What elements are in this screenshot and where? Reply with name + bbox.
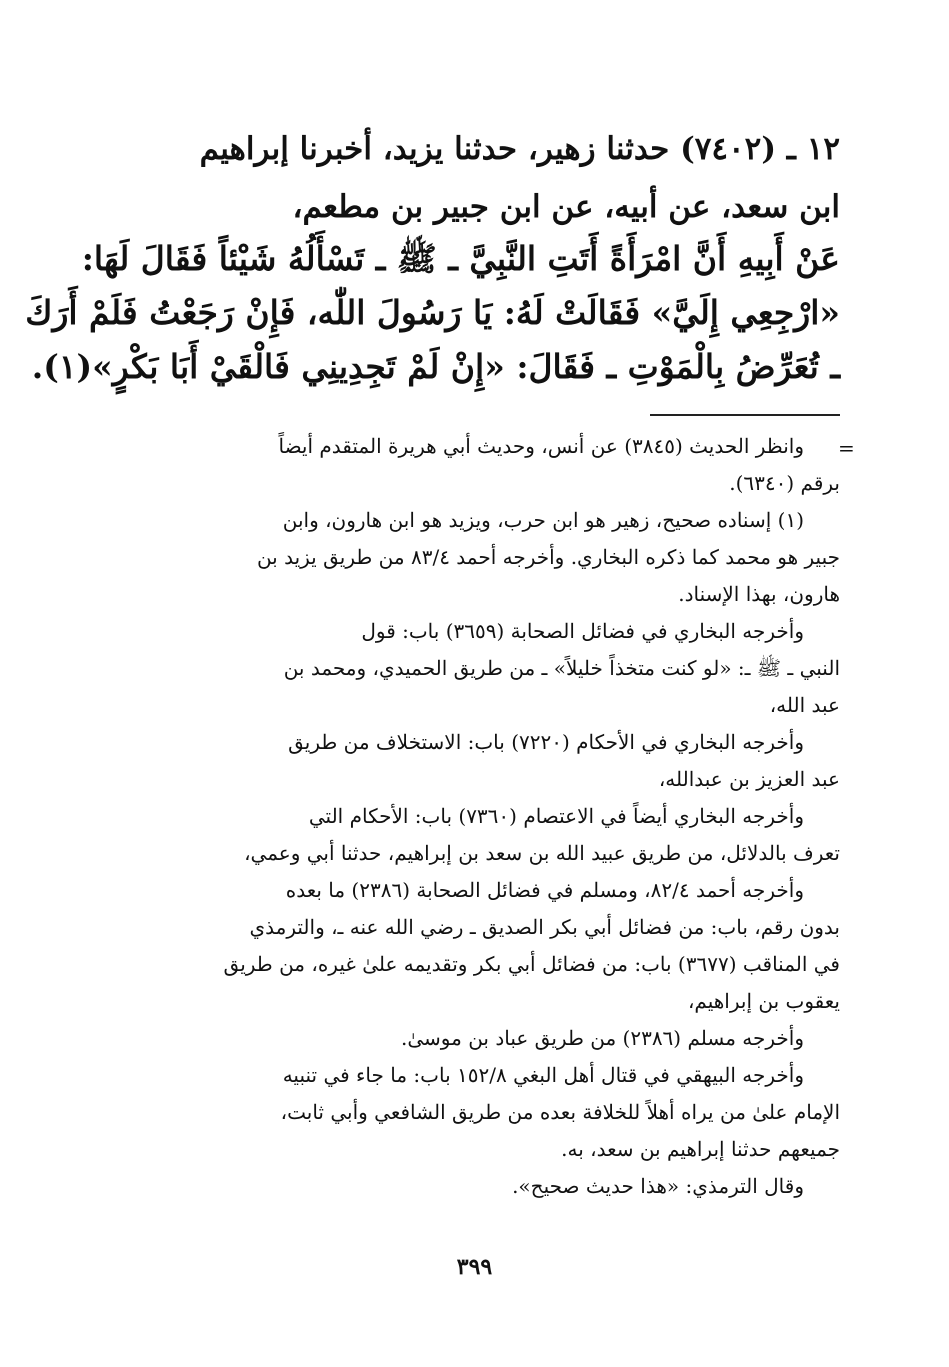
footnote-line: النبي ـ ﷺ ـ: «لو كنت متخذاً خليلاً» ـ من طريق الحميدي، ومحمد بن — [283, 656, 840, 680]
continuation-mark: = — [838, 436, 855, 460]
footnote-line: جبير هو محمد كما ذكره البخاري. وأخرجه أحمد ٨٣/٤ من طريق يزيد بن — [256, 545, 840, 569]
footnote-line: جميعهم حدثنا إبراهيم بن سعد، به. — [561, 1137, 840, 1161]
footnote-paragraph — [140, 1057, 840, 1168]
footnote-line: وأخرجه البخاري في الأحكام (٧٢٢٠) باب: الاستخلاف من طريق — [288, 730, 804, 754]
footnote-line: وقال الترمذي: «هذا حديث صحيح». — [512, 1174, 804, 1198]
footnote-paragraph — [140, 502, 840, 613]
footnote-line: بدون رقم، باب: من فضائل أبي بكر الصديق ـ رضي الله عنه ـ، والترمذي — [249, 915, 840, 939]
footnote-line: وانظر الحديث (٣٨٤٥) عن أنس، وحديث أبي هريرة المتقدم أيضاً — [278, 434, 804, 458]
footnote-paragraph — [140, 613, 840, 724]
footnote-line: برقم (٦٣٤٠). — [729, 471, 840, 495]
footnote-paragraph — [140, 1020, 840, 1057]
footnote-paragraph — [140, 798, 840, 872]
footnote-line: عبد العزيز بن عبدالله، — [658, 767, 840, 791]
footnote-line: وأخرجه أحمد ٨٢/٤، ومسلم في فضائل الصحابة (٢٣٨٦) ما بعده — [285, 878, 804, 902]
matn-line: «ارْجِعِي إِلَيَّ» فَقَالَتْ لَهُ: يَا رَسُولَ اللّٰه، فَإِنْ رَجَعْتُ فَلَمْ أَرَكَ — [25, 293, 840, 332]
isnad-line: ابن سعد، عن أبيه، عن ابن جبير بن مطعم، — [292, 189, 840, 225]
footnote-paragraph — [140, 724, 840, 798]
footnote-paragraph — [140, 872, 840, 1020]
matn-line: عَنْ أَبِيهِ أَنَّ امْرَأَةً أَتَتِ النَّبِيَّ ـ ﷺ ـ تَسْأَلُهُ شَيْئاً فَقَالَ لَهَا: — [81, 239, 840, 278]
footnote-line: هارون، بهذا الإسناد. — [678, 582, 840, 606]
footnote-line: عبد الله، — [769, 693, 840, 717]
footnote-line: وأخرجه البخاري أيضاً في الاعتصام (٧٣٦٠) باب: الأحكام التي — [308, 804, 804, 828]
footnote-line: وأخرجه مسلم (٢٣٨٦) من طريق عباد بن موسىٰ. — [401, 1026, 804, 1050]
footnote-separator — [650, 414, 840, 416]
footnote-paragraph — [140, 1168, 840, 1205]
footnote-line: في المناقب (٣٦٧٧) باب: من فضائل أبي بكر وتقديمه علىٰ غيره، من طريق — [223, 952, 840, 976]
footnote-line: يعقوب بن إبراهيم، — [687, 989, 840, 1013]
footnote-paragraph — [140, 428, 840, 502]
footnotes — [140, 428, 840, 1205]
footnote-line: وأخرجه البيهقي في قتال أهل البغي ١٥٢/٨ باب: ما جاء في تنبيه — [282, 1063, 804, 1087]
footnote-line: الإمام علىٰ من يراه أهلاً للخلافة بعده من طريق الشافعي وأبي ثابت، — [280, 1100, 840, 1124]
matn-line: ـ تُعَرِّضُ بِالْمَوْتِ ـ فَقَالَ: «إِنْ لَمْ تَجِدِينِي فَالْقَيْ أَبَا بَكْرٍ»(١). — [31, 347, 840, 386]
hadith-isnad — [140, 120, 840, 236]
footnote-line: (١) إسناده صحيح، زهير هو ابن حرب، ويزيد هو ابن هارون، وابن — [282, 508, 804, 532]
isnad-line: ١٢ ـ (٧٤٠٢) حدثنا زهير، حدثنا يزيد، أخبرنا إبراهيم — [199, 131, 840, 167]
hadith-matn — [25, 232, 840, 394]
footnote-line: وأخرجه البخاري في فضائل الصحابة (٣٦٥٩) باب: قول — [361, 619, 804, 643]
footnote-line: تعرف بالدلائل، من طريق عبيد الله بن سعد بن إبراهيم، حدثنا أبي وعمي، — [244, 841, 840, 865]
page-number: ٣٩٩ — [456, 1254, 493, 1280]
